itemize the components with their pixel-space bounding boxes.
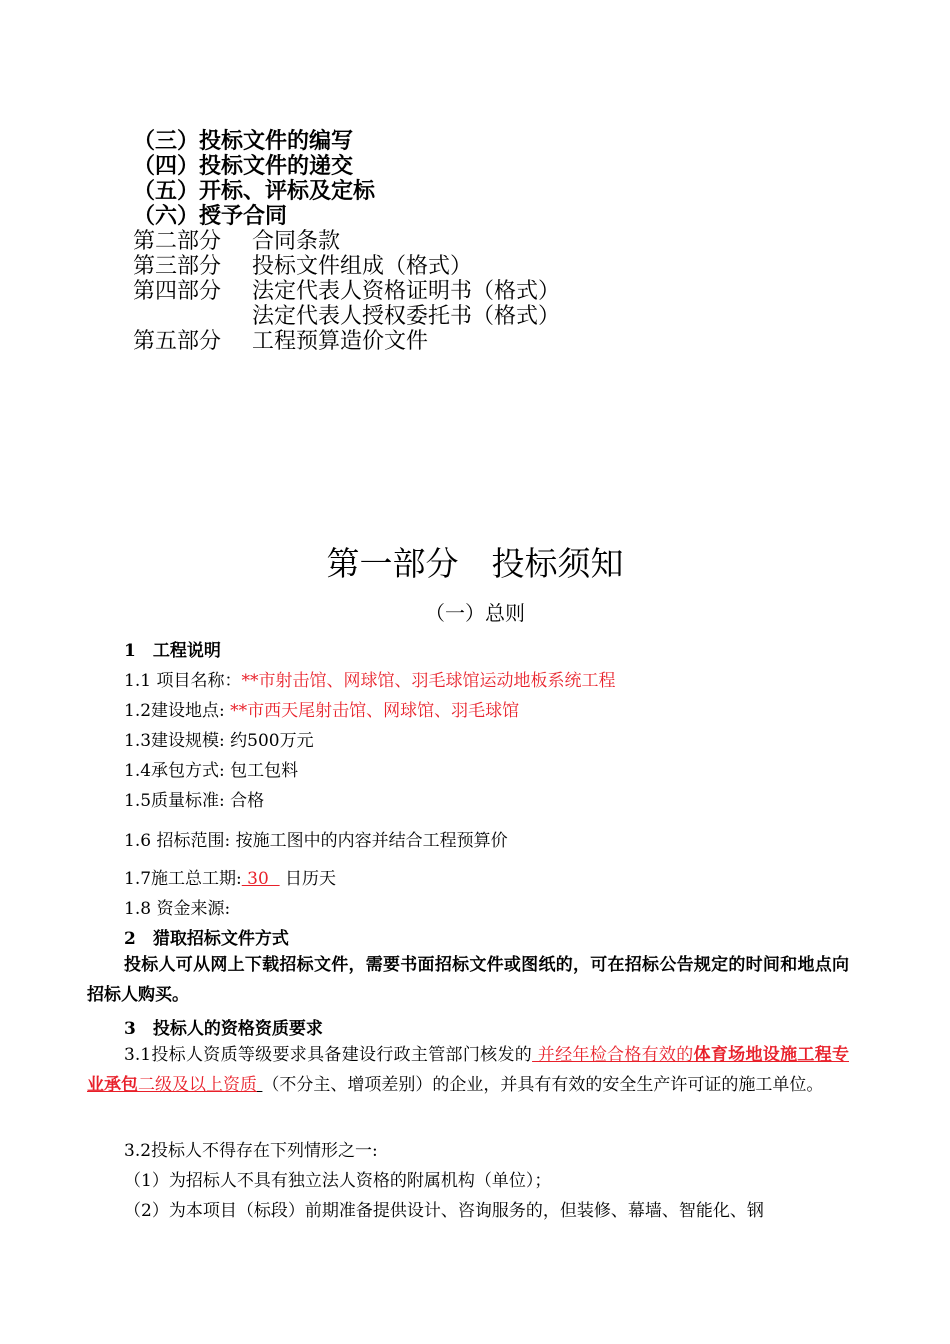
text: （不分主、增项差别）的企业，并具有有效的安全生产许可证的施工单位。 [262, 1075, 824, 1095]
item-1-6: 1.6 招标范围: 按施工图中的内容并结合工程预算价 [124, 831, 508, 851]
paragraph-2: 投标人可从网上下载招标文件，需要书面招标文件或图纸的，可在招标公告规定的时间和地点向招标人购买。 [87, 955, 849, 1005]
item-1-7 [124, 864, 336, 889]
toc-part-label: 第五部分 [133, 329, 222, 354]
item-1-8: 1.8 资金来源: [124, 899, 231, 919]
section-title: 第一部分 投标须知 [326, 544, 624, 583]
duration-unit: 日历天 [279, 869, 337, 889]
duration-value: 30 [241, 869, 280, 889]
project-location: **市西天尾射击馆、网球馆、羽毛球馆 [230, 701, 520, 721]
item-1-5: 1.5质量标准: 合格 [124, 791, 265, 811]
heading-3: 3 投标人的资格资质要求 [124, 1019, 323, 1039]
clause-1: （1）为招标人不具有独立法人资格的附属机构（单位）； [124, 1171, 552, 1191]
toc-part-label: 第四部分 [133, 279, 222, 304]
toc-part-text: 投标文件组成（格式） [252, 254, 473, 279]
toc-part-text: 法定代表人资格证明书（格式） [252, 279, 561, 304]
text: 3.1投标人资质等级要求具备建设行政主管部门核发的 [124, 1045, 533, 1065]
item-label: 1.7施工总工期: [124, 869, 242, 889]
item-label: 1.1 项目名称： [124, 671, 242, 691]
item-label: 1.2建设地点: [124, 701, 231, 721]
text-underlined: 并经年检合格有效的 [532, 1045, 694, 1065]
section-subtitle: （一）总则 [425, 601, 525, 625]
item-1-3: 1.3建设规模: 约500万元 [124, 731, 314, 751]
heading-2: 2 猎取招标文件方式 [124, 929, 289, 949]
item-1-2 [124, 696, 519, 721]
toc-part-label: 第二部分 [133, 229, 222, 254]
project-name: **市射击馆、网球馆、羽毛球馆运动地板系统工程 [241, 671, 616, 691]
text-qualification: 体育场地设施工程专业承包 [87, 1045, 849, 1095]
toc-part-text: 工程预算造价文件 [252, 329, 429, 354]
toc-item: （四）投标文件的递交 [133, 153, 354, 179]
heading-1: 1 工程说明 [124, 641, 221, 661]
toc-part-label: 第三部分 [133, 254, 222, 279]
text-grade: 二级及以上资质 [138, 1075, 257, 1095]
toc-item: （六）授予合同 [133, 203, 288, 229]
item-1-4: 1.4承包方式: 包工包料 [124, 761, 299, 781]
item-1-1 [124, 666, 615, 691]
toc-part-text: 合同条款 [252, 229, 341, 254]
paragraph-3-2: 3.2投标人不得存在下列情形之一: [124, 1141, 378, 1161]
toc-part [133, 324, 428, 355]
toc-item: （三）投标文件的编写 [133, 128, 354, 154]
toc-item: （五）开标、评标及定标 [133, 178, 376, 204]
paragraph-3-1 [87, 1040, 849, 1100]
clause-2: （2）为本项目（标段）前期准备提供设计、咨询服务的，但装修、幕墙、智能化、钢 [124, 1201, 764, 1221]
toc-part-text: 法定代表人授权委托书（格式） [252, 304, 561, 329]
